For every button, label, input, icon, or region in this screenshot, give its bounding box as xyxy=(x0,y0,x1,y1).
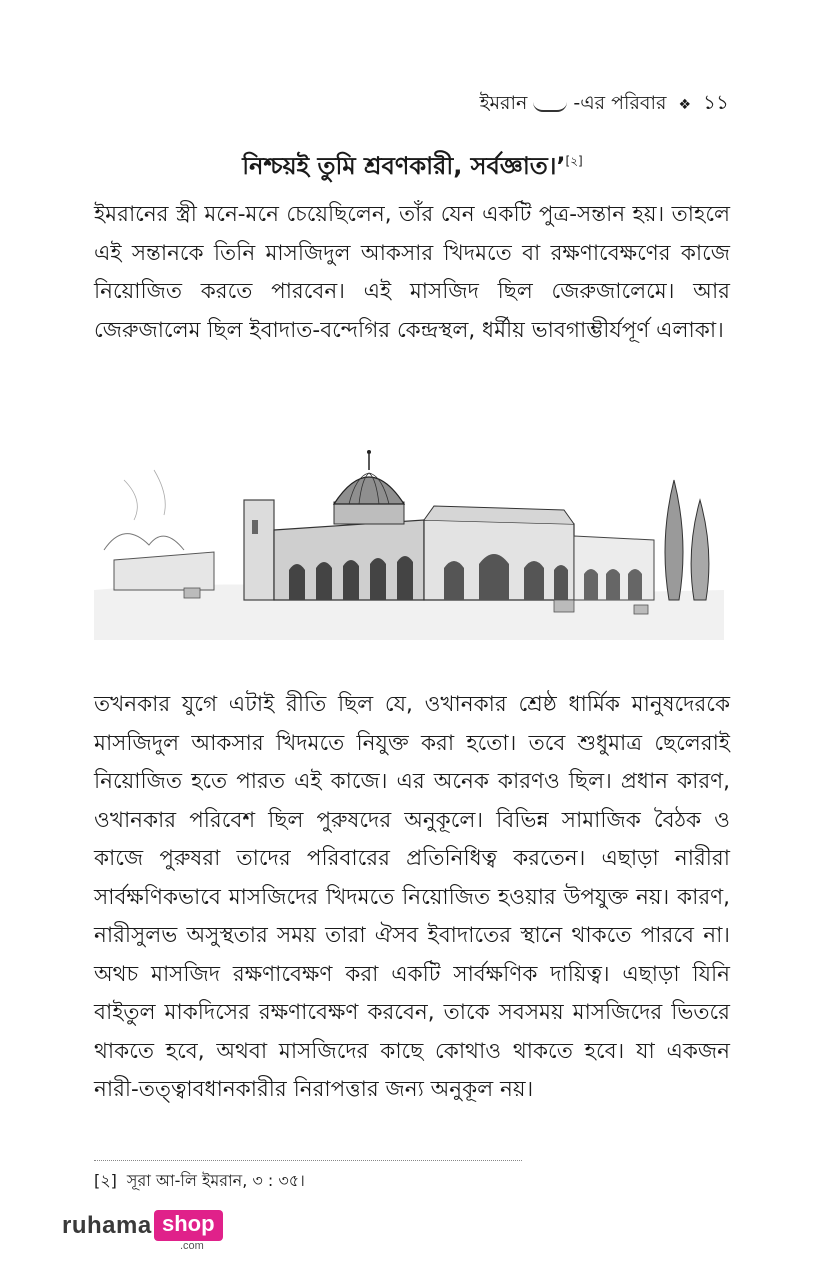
page-number: ১১ xyxy=(703,90,729,114)
footnote-divider xyxy=(94,1160,522,1161)
footnote-number: [২] xyxy=(94,1171,117,1190)
chapter-suffix: -এর পরিবার xyxy=(573,91,667,114)
verse-text: নিশ্চয়ই তুমি শ্রবণকারী, সর্বজ্ঞাত।’ xyxy=(242,152,566,180)
logo-text-main: ruhama xyxy=(62,1212,152,1239)
paragraph-1: ইমরানের স্ত্রী মনে-মনে চেয়েছিলেন, তাঁর যেন একটি পুত্র-সন্তান হয়। তাহলে এই সন্তানকে তিনি মাসজিদুল আকসার খিদমতে বা রক্ষণাবেক্ষণের কাজে নিয়োজিত করতে পারবেন। এই মাসজিদ ছিল জেরুজালেমে। আর জেরুজালেম ছিল ইবাদাত-বন্দেগির কেন্দ্রস্থল, ধর্মীয় ভাবগাম্ভীর্যপূর্ণ এলাকা। xyxy=(94,202,730,343)
paragraph-2: তখনকার যুগে এটাই রীতি ছিল যে, ওখানকার শ্রেষ্ঠ ধার্মিক মানুষদেরকে মাসজিদুল আকসার খিদমতে নিযুক্ত করা হতো। তবে শুধুমাত্র ছেলেরাই নিয়োজিত হতে পারত এই কাজে। এর অনেক কারণও ছিল। প্রধান কারণ, ওখানকার পরিবেশ ছিল পুরুষদের অনুকূলে। বিভিন্ন সামাজিক বৈঠক ও কাজে পুরুষরা তাদের পরিবারের প্রতিনিধিত্ব করতেন। এছাড়া নারীরা সার্বক্ষণিকভাবে মাসজিদের খিদমতে নিয়োজিত হওয়ার উপযুক্ত নয়। কারণ, নারীসুলভ অসুস্থতার সময় তারা ঐসব ইবাদাতের স্থানে থাকতে পারবে না। অথচ মাসজিদ রক্ষণাবেক্ষণ করা একটি সার্বক্ষণিক দায়িত্ব। এছাড়া যিনি বাইতুল মাকদিসের রক্ষণাবেক্ষণ করবেন, তাকে সবসময় মাসজিদের ভিতরে থাকতে হবে, অথবা মাসজিদের কাছে কোথাও থাকতে হবে। যা একজন নারী-তত্ত্বাবধানকারীর নিরাপত্তার জন্য অনুকূল নয়। xyxy=(94,692,730,1102)
footnote xyxy=(94,1168,305,1195)
quran-verse xyxy=(0,148,825,188)
footnote-ref: [২] xyxy=(565,154,583,168)
footnote-text: সূরা আ-লি ইমরান, ৩ : ৩৫। xyxy=(126,1171,305,1190)
logo-text-domain: .com xyxy=(180,1240,204,1252)
chapter-title: ইমরান xyxy=(479,91,528,114)
ornament-bullet: ❖ xyxy=(678,96,692,113)
mosque-illustration xyxy=(94,440,724,640)
honorific-calligraphy-icon xyxy=(533,94,567,112)
logo-text-highlight: shop xyxy=(154,1210,223,1241)
running-header xyxy=(480,88,729,121)
